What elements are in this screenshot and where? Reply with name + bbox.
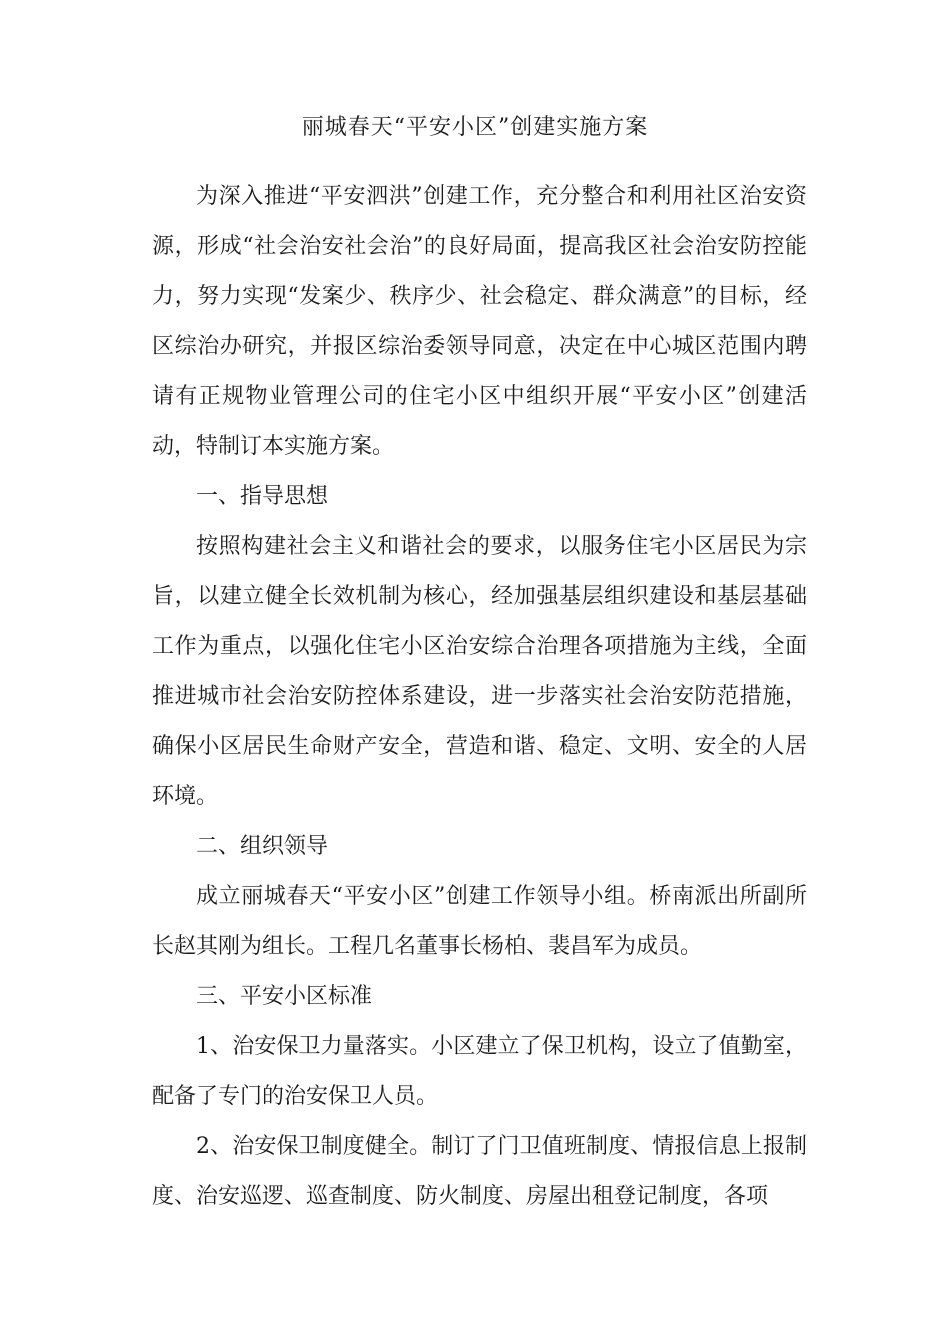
section-heading-guiding-ideology: 一、指导思想: [196, 484, 329, 509]
standard-item-2: 2、治安保卫制度健全。制订了门卫值班制度、情报信息上报制度、治安巡逻、巡查制度、防火制度、房屋出租登记制度，各项: [152, 1134, 807, 1209]
guiding-ideology-paragraph: 按照构建社会主义和谐社会的要求，以服务住宅小区居民为宗旨，以建立健全长效机制为核心，经加强基层组织建设和基层基础工作为重点，以强化住宅小区治安综合治理各项措施为主线，全面推进城市社会治安防控体系建设，进一步落实社会治安防范措施，确保小区居民生命财产安全，营造和谐、稳定、文明、安全的人居环境。: [152, 534, 807, 809]
standard-item-1: 1、治安保卫力量落实。小区建立了保卫机构，设立了值勤室，配备了专门的治安保卫人员。: [152, 1034, 807, 1109]
document-body: [152, 172, 807, 1222]
organization-leadership-paragraph: 成立丽城春天“平安小区”创建工作领导小组。桥南派出所副所长赵其刚为组长。工程几名董事长杨柏、裴昌军为成员。: [152, 884, 807, 959]
document-title: 丽城春天“平安小区”创建实施方案: [301, 115, 649, 140]
intro-paragraph: 为深入推进“平安泗洪”创建工作，充分整合和利用社区治安资源，形成“社会治安社会治”的良好局面，提高我区社会治安防控能力，努力实现“发案少、秩序少、社会稳定、群众满意”的目标，经区综治办研究，并报区综治委领导同意，决定在中心城区范围内聘请有正规物业管理公司的住宅小区中组织开展“平安小区”创建活动，特制订本实施方案。: [152, 184, 807, 459]
section-heading-organization-leadership: 二、组织领导: [196, 834, 329, 859]
section-heading-safety-standards: 三、平安小区标准: [196, 984, 373, 1009]
